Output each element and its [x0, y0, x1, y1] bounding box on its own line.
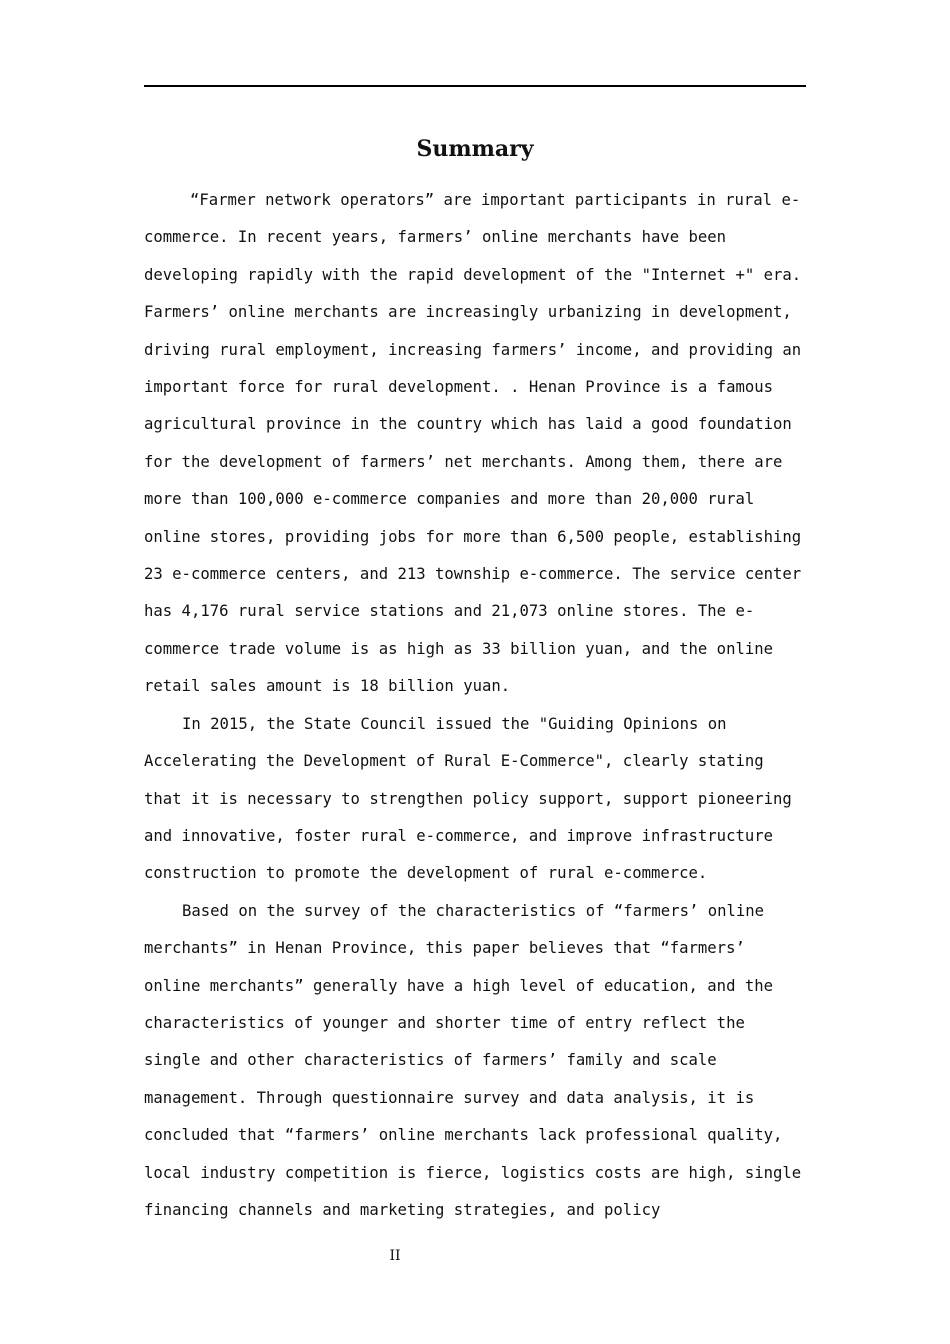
paragraph-3: Based on the survey of the characteristics of “farmers’ online merchants” in Henan Province, this paper believes that “farmers’ online merchants” generally have a high level of education, and the characteristics of younger and shorter time of entry reflect the single and other characteristics of farmers’ family and scale management. Through questionnaire survey and data analysis, it is concluded that “farmers’ online merchants lack professional quality, local industry competition is fierce, logistics costs are high, single financing channels and marketing strategies, and policy — [144, 901, 802, 1219]
paragraph-1: “Farmer network operators” are important participants in rural e-commerce. In recent years, farmers’ online merchants have been developing rapidly with the rapid development of the "Internet +" era. Farmers’ online merchants are increasingly urbanizing in development, driving rural employment, increasing farmers’ income, and providing an important force for rural development. . Henan Province is a famous agricultural province in the country which has laid a good foundation for the development of farmers’ net merchants. Among them, there are more than 100,000 e-commerce companies and more than 20,000 rural online stores, providing jobs for more than 6,500 people, establishing 23 e-commerce centers, and 213 township e-commerce. The service center has 4,176 rural service stations and 21,073 online stores. The e-commerce trade volume is as high as 33 billion yuan, and the online retail sales amount is 18 billion yuan. — [144, 191, 802, 696]
header-rule — [144, 85, 806, 87]
body-text — [144, 182, 806, 1229]
paragraph-2: In 2015, the State Council issued the "Guiding Opinions on Accelerating the Development of Rural E-Commerce", clearly stating that it is necessary to strengthen policy support, support pioneering and innovative, foster rural e-commerce, and improve infrastructure construction to promote the development of rural e-commerce. — [144, 714, 792, 883]
page-number: II — [389, 1248, 401, 1264]
page-title: Summary — [416, 136, 534, 162]
